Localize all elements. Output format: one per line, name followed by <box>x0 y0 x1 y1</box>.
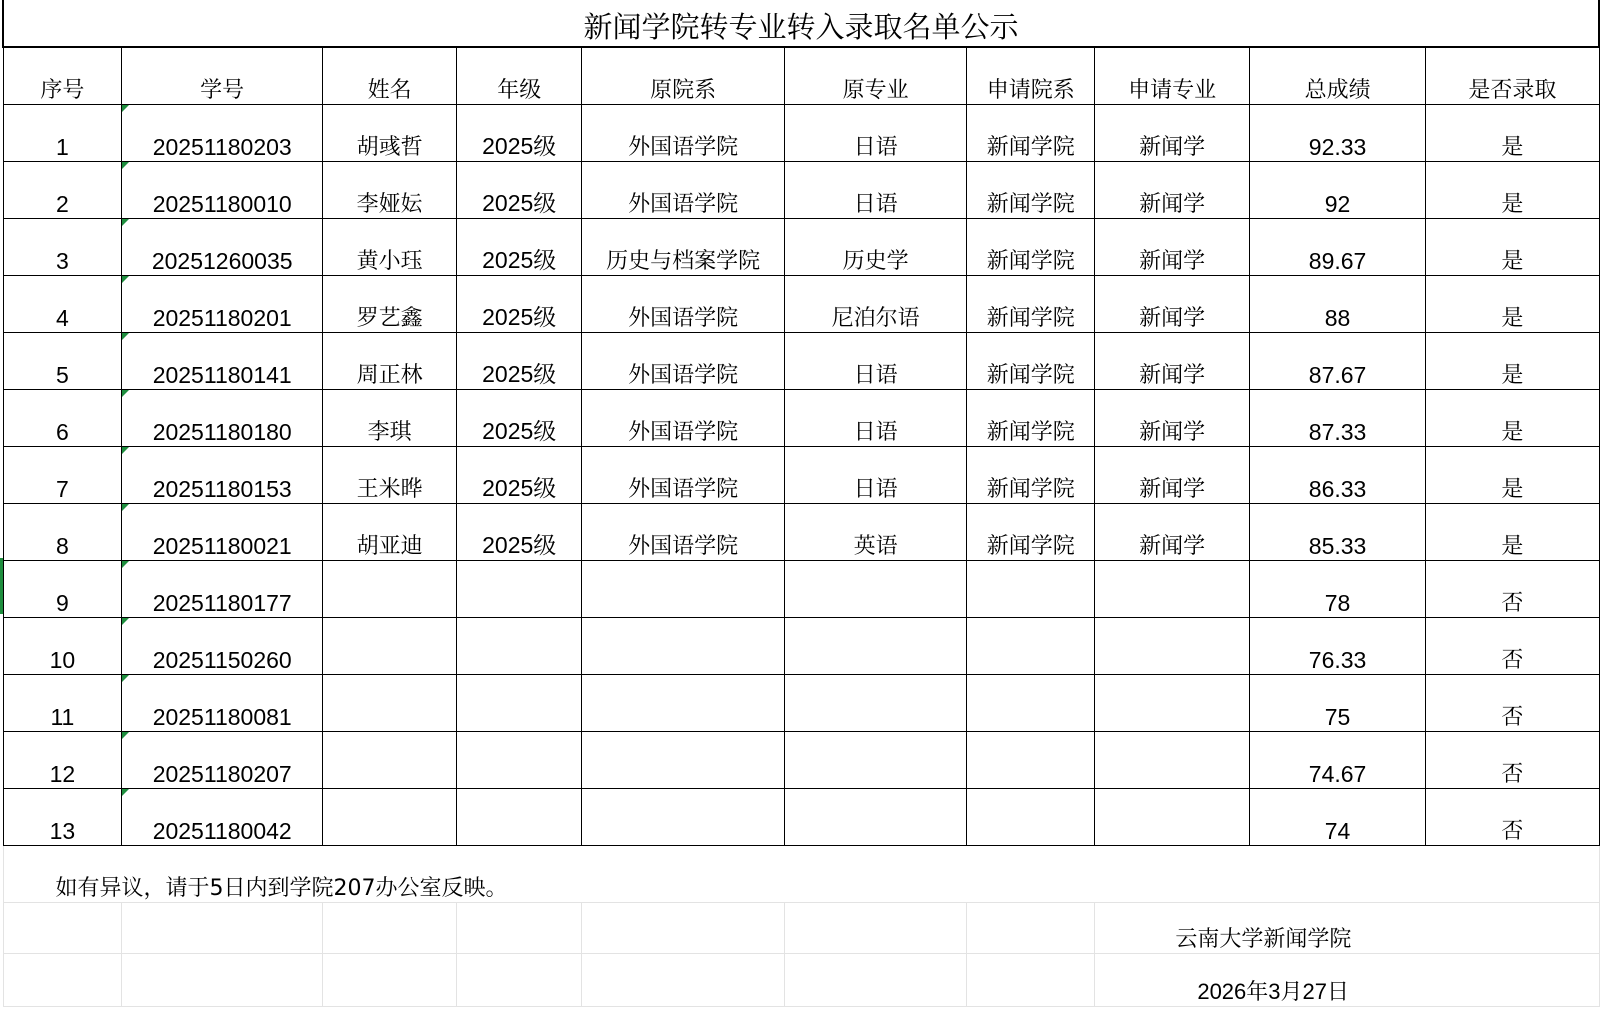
student-id-cell[interactable]: 20251180042 <box>122 789 323 846</box>
admitted-cell[interactable]: 否 <box>1426 789 1599 846</box>
target-school-cell[interactable] <box>967 618 1095 675</box>
student-id-cell[interactable]: 20251150260 <box>122 618 323 675</box>
empty-cell[interactable] <box>967 954 1095 1007</box>
name-cell[interactable] <box>323 561 457 618</box>
admitted-cell[interactable]: 是 <box>1426 333 1599 390</box>
target-school-cell[interactable]: 新闻学院 <box>967 390 1095 447</box>
target-major-cell[interactable] <box>1095 789 1250 846</box>
origin-school-cell[interactable]: 外国语学院 <box>582 105 785 162</box>
admitted-cell[interactable]: 是 <box>1426 162 1599 219</box>
empty-cell[interactable] <box>323 954 457 1007</box>
grade-cell[interactable] <box>457 732 582 789</box>
issuer-signature[interactable]: 云南大学新闻学院 <box>1095 903 1599 954</box>
column-header[interactable]: 申请专业 <box>1095 47 1250 105</box>
seq-cell[interactable]: 11 <box>3 675 122 732</box>
admitted-cell[interactable]: 是 <box>1426 390 1599 447</box>
note-row <box>3 846 1599 903</box>
target-major-cell[interactable]: 新闻学 <box>1095 276 1250 333</box>
empty-cell[interactable] <box>122 954 323 1007</box>
header-row <box>3 47 1599 105</box>
table-row <box>3 162 1599 219</box>
origin-major-cell[interactable]: 日语 <box>784 162 966 219</box>
grade-cell[interactable] <box>457 561 582 618</box>
grade-cell[interactable] <box>457 618 582 675</box>
target-school-cell[interactable] <box>967 561 1095 618</box>
origin-school-cell[interactable]: 外国语学院 <box>582 447 785 504</box>
origin-school-cell[interactable] <box>582 732 785 789</box>
grade-cell[interactable]: 2025级 <box>457 504 582 561</box>
origin-school-cell[interactable]: 外国语学院 <box>582 390 785 447</box>
origin-school-cell[interactable]: 外国语学院 <box>582 333 785 390</box>
seq-cell[interactable]: 8 <box>3 504 122 561</box>
target-major-cell[interactable]: 新闻学 <box>1095 333 1250 390</box>
score-cell[interactable]: 92.33 <box>1249 105 1425 162</box>
admitted-cell[interactable]: 否 <box>1426 618 1599 675</box>
target-major-cell[interactable]: 新闻学 <box>1095 219 1250 276</box>
empty-cell[interactable] <box>457 903 582 954</box>
seq-cell[interactable]: 4 <box>3 276 122 333</box>
target-major-cell[interactable]: 新闻学 <box>1095 447 1250 504</box>
student-id-cell[interactable]: 20251180153 <box>122 447 323 504</box>
column-header[interactable]: 是否录取 <box>1426 47 1599 105</box>
seq-cell[interactable]: 3 <box>3 219 122 276</box>
table-row <box>3 732 1599 789</box>
seq-cell[interactable]: 1 <box>3 105 122 162</box>
admitted-cell[interactable]: 是 <box>1426 105 1599 162</box>
column-header[interactable]: 原专业 <box>784 47 966 105</box>
origin-major-cell[interactable] <box>784 618 966 675</box>
grade-cell[interactable] <box>457 675 582 732</box>
empty-cell[interactable] <box>457 954 582 1007</box>
student-id-cell[interactable]: 20251180177 <box>122 561 323 618</box>
name-cell[interactable]: 王米晔 <box>323 447 457 504</box>
target-major-cell[interactable] <box>1095 561 1250 618</box>
name-cell[interactable] <box>323 789 457 846</box>
table-row <box>3 561 1599 618</box>
origin-school-cell[interactable]: 外国语学院 <box>582 504 785 561</box>
grade-cell[interactable]: 2025级 <box>457 276 582 333</box>
grade-cell[interactable]: 2025级 <box>457 162 582 219</box>
score-cell[interactable]: 76.33 <box>1249 618 1425 675</box>
grade-cell[interactable] <box>457 789 582 846</box>
origin-school-cell[interactable]: 外国语学院 <box>582 162 785 219</box>
name-cell[interactable]: 李娅妘 <box>323 162 457 219</box>
score-cell[interactable]: 74.67 <box>1249 732 1425 789</box>
score-cell[interactable]: 78 <box>1249 561 1425 618</box>
signature-row <box>3 903 1599 954</box>
issue-date[interactable]: 2026年3月27日 <box>1095 954 1599 1007</box>
name-cell[interactable]: 胡彧哲 <box>323 105 457 162</box>
origin-major-cell[interactable] <box>784 789 966 846</box>
empty-cell[interactable] <box>323 903 457 954</box>
seq-cell[interactable]: 9 <box>3 561 122 618</box>
empty-cell[interactable] <box>582 954 785 1007</box>
origin-school-cell[interactable]: 历史与档案学院 <box>582 219 785 276</box>
table-row <box>3 276 1599 333</box>
origin-major-cell[interactable]: 日语 <box>784 105 966 162</box>
student-id-cell[interactable]: 20251180010 <box>122 162 323 219</box>
origin-major-cell[interactable]: 日语 <box>784 447 966 504</box>
name-cell[interactable]: 李琪 <box>323 390 457 447</box>
table-row <box>3 390 1599 447</box>
seq-cell[interactable]: 6 <box>3 390 122 447</box>
score-cell[interactable]: 74 <box>1249 789 1425 846</box>
admission-table <box>2 0 1600 1007</box>
page-title[interactable]: 新闻学院转专业转入录取名单公示 <box>3 0 1599 47</box>
score-cell[interactable]: 89.67 <box>1249 219 1425 276</box>
target-major-cell[interactable]: 新闻学 <box>1095 390 1250 447</box>
student-id-cell[interactable]: 20251180021 <box>122 504 323 561</box>
column-header[interactable]: 总成绩 <box>1249 47 1425 105</box>
name-cell[interactable] <box>323 732 457 789</box>
column-header[interactable]: 申请院系 <box>967 47 1095 105</box>
title-row <box>3 0 1599 47</box>
name-cell[interactable] <box>323 618 457 675</box>
date-row <box>3 954 1599 1007</box>
seq-cell[interactable]: 10 <box>3 618 122 675</box>
column-header[interactable]: 年级 <box>457 47 582 105</box>
table-row <box>3 219 1599 276</box>
seq-cell[interactable]: 12 <box>3 732 122 789</box>
column-header[interactable]: 姓名 <box>323 47 457 105</box>
grade-cell[interactable]: 2025级 <box>457 390 582 447</box>
origin-major-cell[interactable]: 日语 <box>784 390 966 447</box>
target-school-cell[interactable]: 新闻学院 <box>967 447 1095 504</box>
origin-school-cell[interactable] <box>582 618 785 675</box>
seq-cell[interactable]: 2 <box>3 162 122 219</box>
table-row <box>3 675 1599 732</box>
student-id-cell[interactable]: 20251180141 <box>122 333 323 390</box>
name-cell[interactable]: 罗艺鑫 <box>323 276 457 333</box>
name-cell[interactable]: 胡亚迪 <box>323 504 457 561</box>
target-school-cell[interactable]: 新闻学院 <box>967 276 1095 333</box>
student-id-cell[interactable]: 20251180081 <box>122 675 323 732</box>
empty-cell[interactable] <box>3 903 122 954</box>
empty-cell[interactable] <box>784 903 966 954</box>
name-cell[interactable]: 周正林 <box>323 333 457 390</box>
admitted-cell[interactable]: 否 <box>1426 732 1599 789</box>
target-major-cell[interactable] <box>1095 732 1250 789</box>
empty-cell[interactable] <box>784 954 966 1007</box>
empty-cell[interactable] <box>582 903 785 954</box>
target-school-cell[interactable]: 新闻学院 <box>967 504 1095 561</box>
table-row <box>3 504 1599 561</box>
origin-school-cell[interactable] <box>582 561 785 618</box>
column-header[interactable]: 原院系 <box>582 47 785 105</box>
table-row <box>3 447 1599 504</box>
target-major-cell[interactable] <box>1095 618 1250 675</box>
score-cell[interactable]: 86.33 <box>1249 447 1425 504</box>
target-school-cell[interactable]: 新闻学院 <box>967 219 1095 276</box>
empty-cell[interactable] <box>967 903 1095 954</box>
target-major-cell[interactable]: 新闻学 <box>1095 105 1250 162</box>
origin-school-cell[interactable] <box>582 789 785 846</box>
column-header[interactable]: 序号 <box>3 47 122 105</box>
student-id-cell[interactable]: 20251180201 <box>122 276 323 333</box>
target-school-cell[interactable] <box>967 789 1095 846</box>
origin-major-cell[interactable] <box>784 561 966 618</box>
origin-major-cell[interactable]: 尼泊尔语 <box>784 276 966 333</box>
seq-cell[interactable]: 7 <box>3 447 122 504</box>
grade-cell[interactable]: 2025级 <box>457 333 582 390</box>
objection-note[interactable]: 如有异议，请于5日内到学院207办公室反映。 <box>3 846 1599 903</box>
student-id-cell[interactable]: 20251180207 <box>122 732 323 789</box>
column-header[interactable]: 学号 <box>122 47 323 105</box>
origin-school-cell[interactable]: 外国语学院 <box>582 276 785 333</box>
admitted-cell[interactable]: 是 <box>1426 276 1599 333</box>
grade-cell[interactable]: 2025级 <box>457 447 582 504</box>
target-school-cell[interactable]: 新闻学院 <box>967 105 1095 162</box>
table-row <box>3 789 1599 846</box>
score-cell[interactable]: 87.67 <box>1249 333 1425 390</box>
table-row <box>3 618 1599 675</box>
admitted-cell[interactable]: 是 <box>1426 219 1599 276</box>
grade-cell[interactable]: 2025级 <box>457 105 582 162</box>
target-major-cell[interactable]: 新闻学 <box>1095 504 1250 561</box>
target-major-cell[interactable]: 新闻学 <box>1095 162 1250 219</box>
target-school-cell[interactable]: 新闻学院 <box>967 162 1095 219</box>
admitted-cell[interactable]: 是 <box>1426 447 1599 504</box>
score-cell[interactable]: 85.33 <box>1249 504 1425 561</box>
seq-cell[interactable]: 13 <box>3 789 122 846</box>
student-id-cell[interactable]: 20251260035 <box>122 219 323 276</box>
score-cell[interactable]: 92 <box>1249 162 1425 219</box>
name-cell[interactable]: 黄小珏 <box>323 219 457 276</box>
origin-major-cell[interactable]: 历史学 <box>784 219 966 276</box>
score-cell[interactable]: 88 <box>1249 276 1425 333</box>
target-school-cell[interactable] <box>967 732 1095 789</box>
target-school-cell[interactable]: 新闻学院 <box>967 333 1095 390</box>
score-cell[interactable]: 75 <box>1249 675 1425 732</box>
student-id-cell[interactable]: 20251180180 <box>122 390 323 447</box>
student-id-cell[interactable]: 20251180203 <box>122 105 323 162</box>
target-major-cell[interactable] <box>1095 675 1250 732</box>
table-row <box>3 105 1599 162</box>
admitted-cell[interactable]: 否 <box>1426 561 1599 618</box>
table-row <box>3 333 1599 390</box>
target-school-cell[interactable] <box>967 675 1095 732</box>
origin-major-cell[interactable]: 日语 <box>784 333 966 390</box>
origin-school-cell[interactable] <box>582 675 785 732</box>
origin-major-cell[interactable] <box>784 675 966 732</box>
empty-cell[interactable] <box>3 954 122 1007</box>
origin-major-cell[interactable] <box>784 732 966 789</box>
admitted-cell[interactable]: 是 <box>1426 504 1599 561</box>
admitted-cell[interactable]: 否 <box>1426 675 1599 732</box>
empty-cell[interactable] <box>122 903 323 954</box>
score-cell[interactable]: 87.33 <box>1249 390 1425 447</box>
origin-major-cell[interactable]: 英语 <box>784 504 966 561</box>
grade-cell[interactable]: 2025级 <box>457 219 582 276</box>
name-cell[interactable] <box>323 675 457 732</box>
seq-cell[interactable]: 5 <box>3 333 122 390</box>
